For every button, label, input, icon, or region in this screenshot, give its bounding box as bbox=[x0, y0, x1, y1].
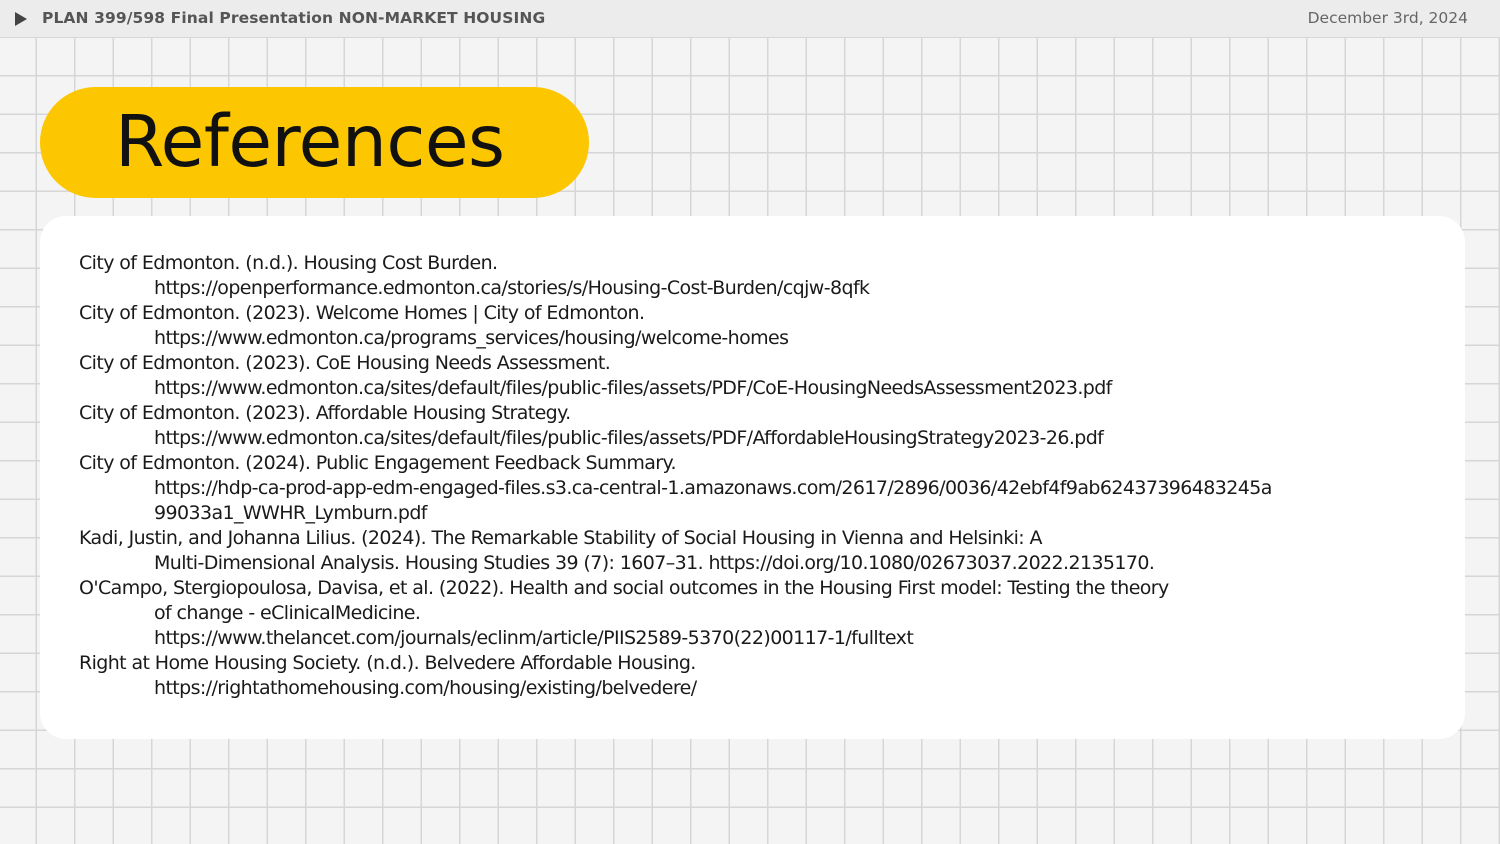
slide-title: References bbox=[115, 100, 505, 183]
reference-3-line-2: https://www.edmonton.ca/sites/default/files/public-files/assets/PDF/CoE-HousingNeedsAssessment2023.pdf bbox=[154, 377, 1112, 399]
reference-8-line-1: Right at Home Housing Society. (n.d.). Belvedere Affordable Housing. bbox=[79, 652, 696, 674]
reference-7-line-3: https://www.thelancet.com/journals/eclinm/article/PIIS2589-5370(22)00117-1/fulltext bbox=[154, 627, 914, 649]
references-card bbox=[40, 216, 1465, 739]
reference-1-line-2: https://openperformance.edmonton.ca/stories/s/Housing-Cost-Burden/cqjw-8qfk bbox=[154, 277, 870, 299]
reference-6-line-2: Multi-Dimensional Analysis. Housing Studies 39 (7): 1607–31. https://doi.org/10.1080/02673037.2022.2135170. bbox=[154, 552, 1155, 574]
presentation-title: PLAN 399/598 Final Presentation NON-MARKET HOUSING bbox=[42, 9, 546, 27]
reference-8-line-2: https://rightathomehousing.com/housing/existing/belvedere/ bbox=[154, 677, 697, 699]
reference-2-line-2: https://www.edmonton.ca/programs_services/housing/welcome-homes bbox=[154, 327, 789, 349]
reference-7-line-1: O'Campo, Stergiopoulosa, Davisa, et al. (2022). Health and social outcomes in the Housing First model: Testing the theory bbox=[79, 577, 1169, 599]
reference-5-line-3: 99033a1_WWHR_Lymburn.pdf bbox=[154, 502, 427, 524]
presentation-date: December 3rd, 2024 bbox=[1307, 9, 1468, 27]
top-bar bbox=[0, 0, 1500, 37]
reference-7-line-2: of change - eClinicalMedicine. bbox=[154, 602, 421, 624]
reference-6-line-1: Kadi, Justin, and Johanna Lilius. (2024). The Remarkable Stability of Social Housing in Vienna and Helsinki: A bbox=[79, 527, 1042, 549]
reference-list bbox=[79, 251, 1449, 701]
reference-4-line-1: City of Edmonton. (2023). Affordable Housing Strategy. bbox=[79, 402, 571, 424]
reference-5-line-2: https://hdp-ca-prod-app-edm-engaged-files.s3.ca-central-1.amazonaws.com/2617/2896/0036/42ebf4f9ab62437396483245a bbox=[154, 477, 1272, 499]
reference-4-line-2: https://www.edmonton.ca/sites/default/files/public-files/assets/PDF/AffordableHousingStrategy2023-26.pdf bbox=[154, 427, 1104, 449]
reference-2-line-1: City of Edmonton. (2023). Welcome Homes | City of Edmonton. bbox=[79, 302, 645, 324]
play-icon[interactable] bbox=[15, 12, 27, 26]
reference-5-line-1: City of Edmonton. (2024). Public Engagement Feedback Summary. bbox=[79, 452, 676, 474]
reference-3-line-1: City of Edmonton. (2023). CoE Housing Needs Assessment. bbox=[79, 352, 611, 374]
title-banner bbox=[40, 87, 589, 198]
reference-1-line-1: City of Edmonton. (n.d.). Housing Cost Burden. bbox=[79, 252, 498, 274]
